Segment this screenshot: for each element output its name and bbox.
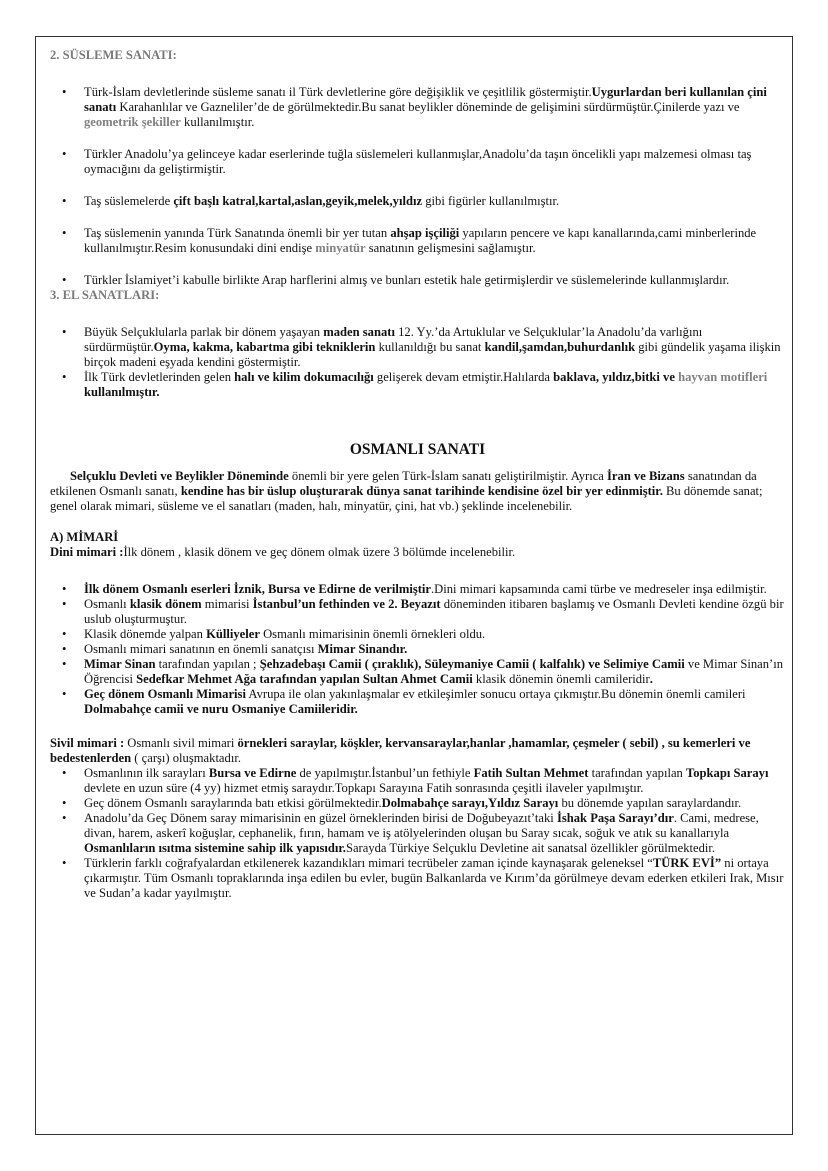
susleme-list (50, 85, 785, 288)
sivil-mimari-list (50, 766, 785, 901)
list-item: • Mimar Sinan tarafından yapılan ; Şehzadebaşı Camii ( çıraklık), Süleymaniye Camii ( kalfalık) ve Selimiye Camii ve Mimar Sinan’ın Öğrencisi Sedefkar Mehmet Ağa tarafından yapılan Sultan Ahmet Camii klasik dönemin önemli camileridir. (84, 657, 785, 687)
list-item: • Taş süslemelerde çift başlı katral,kartal,aslan,geyik,melek,yıldız gibi figürler kullanılmıştır. (84, 194, 785, 209)
el-sanatlari-list (50, 325, 785, 400)
list-item: • Türkler İslamiyet’i kabulle birlikte Arap harflerini almış ve bunları estetik hale getirmişlerdir ve süslemelerinde kullanmışlardır. (84, 273, 785, 288)
list-item: • Anadolu’da Geç Dönem saray mimarisinin en güzel örneklerinden birisi de Doğubeyazıt’taki İshak Paşa Sarayı’dır. Cami, medrese, divan, harem, askerî koğuşlar, cephanelik, fırın, hamam ve iş atölyelerinden oluşan bu Saray sıcak, soğuk ve atık su kanallarıyla Osmanlıların ısıtma sistemine sahip ilk yapısıdır.Sarayda Türkiye Selçuklu Devletine ait sanatsal özellikler görülmektedir. (84, 811, 785, 856)
document-body (50, 48, 785, 901)
list-item: • Türk-İslam devletlerinde süsleme sanatı il Türk devletlerine göre değişiklik ve çeşitlilik göstermiştir.Uygurlardan beri kullanılan çini sanatı Karahanlılar ve Gazneliler’de de görülmektedir.Bu sanat beylikler döneminde de gelişimini sürdürmüştür.Çinilerde yazı ve geometrik şekiller kullanılmıştır. (84, 85, 785, 130)
intro-paragraph: Selçuklu Devleti ve Beylikler Döneminde önemli bir yere gelen Türk-İslam sanatı geliştirilmiştir. Ayrıca İran ve Bizans sanatından da etkilenen Osmanlı sanatı, kendine has bir üslup oluşturarak dünya sanat tarihinde kendisine özel bir yer edinmiştir. Bu dönemde sanat; genel olarak mimari, süsleme ve el sanatları (maden, halı, minyatür, çini, hat vb.) şeklinde incelenebilir. (50, 469, 763, 513)
list-item: • Osmanlı klasik dönem mimarisi İstanbul’un fethinden ve 2. Beyazıt döneminden itibaren başlamış ve Osmanlı Devleti kendine özgü bir uslub oluşturmuştur. (84, 597, 785, 627)
mimari-heading: A) MİMARİ (50, 530, 119, 544)
section-heading-susleme: 2. SÜSLEME SANATI: (50, 48, 177, 62)
page-title: OSMANLI SANATI (349, 441, 486, 458)
list-item: • Türkler Anadolu’ya gelinceye kadar eserlerinde tuğla süslemeleri kullanmışlar,Anadolu’da taşın öncelikli yapı malzemesi olması taş oymacığını da geliştirmiştir. (84, 147, 785, 177)
dini-mimari-line: Dini mimari :İlk dönem , klasik dönem ve geç dönem olmak üzere 3 bölümde incelenebilir. (50, 545, 516, 559)
list-item: • Osmanlı mimari sanatının en önemli sanatçısı Mimar Sinandır. (84, 642, 785, 657)
list-item: • Taş süslemenin yanında Türk Sanatında önemli bir yer tutan ahşap işçiliği yapıların pencere ve kapı kanallarında,cami minberlerinde kullanılmıştır.Resim konusundaki dini endişe minyatür sanatının gelişmesini sağlamıştır. (84, 226, 785, 256)
list-item: • Geç dönem Osmanlı Mimarisi Avrupa ile olan yakınlaşmalar ev etkileşimler sonucu ortaya çıkmıştır.Bu dönemin önemli camileri Dolmabahçe camii ve nuru Osmaniye Camiileridir. (84, 687, 785, 717)
list-item: • İlk dönem Osmanlı eserleri İznik, Bursa ve Edirne de verilmiştir.Dini mimari kapsamında cami türbe ve medreseler inşa edilmiştir. (84, 582, 785, 597)
list-item: • Büyük Selçuklularla parlak bir dönem yaşayan maden sanatı 12. Yy.’da Artuklular ve Selçuklular’la Anadolu’da varlığını sürdürmüştür.Oyma, kakma, kabartma gibi tekniklerin kullanıldığı bu sanat kandil,şamdan,buhurdanlık gibi gündelik yaşama ilişkin birçok madeni eşyada kendini göstermiştir. (84, 325, 785, 370)
sivil-mimari-paragraph: Sivil mimari : Osmanlı sivil mimari örnekleri saraylar, köşkler, kervansaraylar,hanlar ,hamamlar, çeşmeler ( sebil) , su kemerleri ve bedestenlerden ( çarşı) oluşmaktadır. (50, 736, 751, 765)
list-item: • Osmanlının ilk sarayları Bursa ve Edirne de yapılmıştır.İstanbul’un fethiyle Fatih Sultan Mehmet tarafından yapılan Topkapı Sarayı devlete en uzun süre (4 yy) hizmet etmiş saraydır.Topkapı Sarayına Fatih sonrasında çeşitli ilaveler yapılmıştır. (84, 766, 785, 796)
dini-mimari-list (50, 582, 785, 717)
section-heading-el-sanatlari: 3. EL SANATLARI: (50, 288, 160, 302)
list-item: • Klasik dönemde yalpan Külliyeler Osmanlı mimarisinin önemli örnekleri oldu. (84, 627, 785, 642)
list-item: • Türklerin farklı coğrafyalardan etkilenerek kazandıkları mimari tecrübeler zaman içinde kaynaşarak geleneksel “TÜRK EVİ” ni ortaya çıkarmıştır. Tüm Osmanlı topraklarında inşa edilen bu evler, bugün Balkanlarda ve Kırım’da görülmeye devam ederken etkileri Irak, Mısır ve Sudan’a kadar yayılmıştır. (84, 856, 785, 901)
list-item: • Geç dönem Osmanlı saraylarında batı etkisi görülmektedir.Dolmabahçe sarayı,Yıldız Sarayı bu dönemde yapılan saraylardandır. (84, 796, 785, 811)
list-item: • İlk Türk devletlerinden gelen halı ve kilim dokumacılığı gelişerek devam etmiştir.Halılarda baklava, yıldız,bitki ve hayvan motifleri kullanılmıştır. (84, 370, 785, 400)
